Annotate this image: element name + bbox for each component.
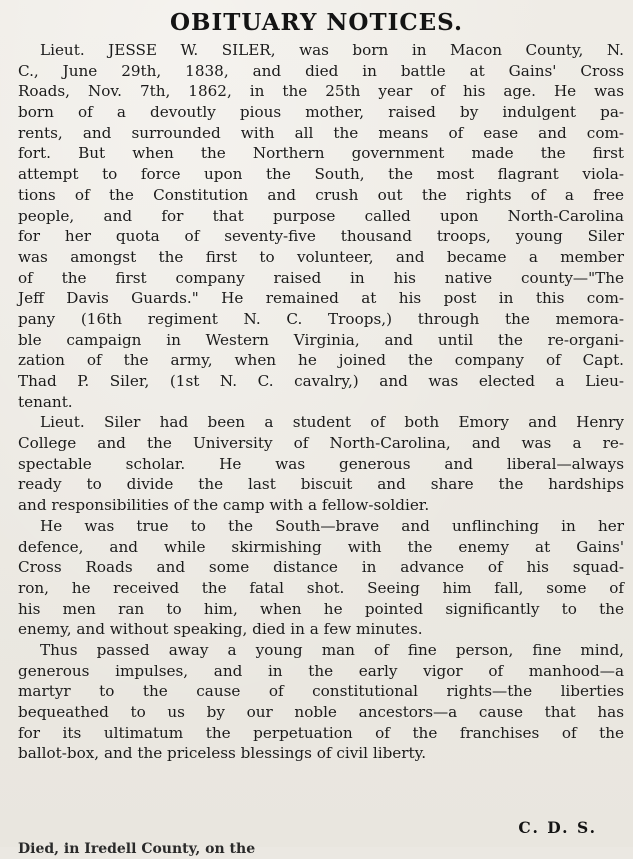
- text-line: Cross Roads and some distance in advance of his squad-: [18, 558, 624, 577]
- text-line: ready to divide the last biscuit and share the hardships: [18, 475, 624, 494]
- paragraph-3: [18, 516, 624, 640]
- text-line: spectable scholar. He was generous and liberal—always: [18, 454, 624, 473]
- text-line: generous impulses, and in the early vigor of manhood—a: [18, 661, 624, 680]
- text-line: rents, and surrounded with all the means of ease and com-: [18, 123, 624, 142]
- text-line: ble campaign in Western Virginia, and until the re-organi-: [18, 330, 624, 349]
- text-line: Thus passed away a young man of fine person, fine mind,: [40, 640, 624, 659]
- text-line: of the first company raised in his native county—"The: [18, 268, 624, 287]
- obituary-body: [18, 40, 624, 764]
- text-line: pany (16th regiment N. C. Troops,) through the memora-: [18, 309, 624, 328]
- text-line: attempt to force upon the South, the most flagrant viola-: [18, 165, 624, 184]
- text-line: was amongst the first to volunteer, and became a member: [18, 247, 624, 266]
- text-line: zation of the army, when he joined the company of Capt.: [18, 351, 624, 370]
- text-line: Roads, Nov. 7th, 1862, in the 25th year of his age. He was: [18, 82, 624, 101]
- text-line: martyr to the cause of constitutional rights—the liberties: [18, 682, 624, 701]
- text-line: fort. But when the Northern government made the first: [18, 144, 624, 163]
- text-line: tions of the Constitution and crush out the rights of a free: [18, 185, 624, 204]
- text-line: College and the University of North-Carolina, and was a re-: [18, 434, 624, 453]
- text-line: Thad P. Siler, (1st N. C. cavalry,) and was elected a Lieu-: [18, 372, 624, 390]
- text-line: He was true to the South—brave and unflinching in her: [40, 516, 624, 535]
- text-line: defence, and while skirmishing with the enemy at Gains': [18, 537, 624, 556]
- text-line: Lieut. Siler had been a student of both Emory and Henry: [40, 413, 624, 432]
- text-line: for its ultimatum the perpetuation of the franchises of the: [18, 723, 624, 742]
- text-line: and responsibilities of the camp with a fellow-soldier.: [18, 496, 430, 515]
- author-signature: C. D. S.: [518, 818, 597, 837]
- paragraph-2: [18, 412, 624, 515]
- paragraph-4: [18, 640, 624, 764]
- text-line: ballot-box, and the priceless blessings of civil liberty.: [18, 744, 427, 763]
- text-line: tenant.: [18, 392, 73, 411]
- text-line: born of a devoutly pious mother, raised by indulgent pa-: [18, 103, 624, 122]
- text-line: for her quota of seventy-five thousand troops, young Siler: [18, 227, 624, 246]
- text-line: bequeathed to us by our noble ancestors—a cause that has: [18, 703, 624, 721]
- paragraph-1: [18, 40, 624, 412]
- next-notice-fragment: Died, in Iredell County, on the: [18, 841, 256, 857]
- section-title: OBITUARY NOTICES.: [170, 9, 463, 36]
- text-line: C., June 29th, 1838, and died in battle at Gains' Cross: [18, 61, 624, 80]
- text-line: Jeff Davis Guards." He remained at his post in this com-: [18, 289, 624, 308]
- text-line: ron, he received the fatal shot. Seeing him fall, some of: [18, 578, 624, 597]
- text-line: people, and for that purpose called upon North-Carolina: [18, 206, 624, 225]
- text-line: enemy, and without speaking, died in a few minutes.: [18, 620, 423, 639]
- text-line: Lieut. JESSE W. SILER, was born in Macon County, N.: [40, 41, 624, 59]
- text-line: his men ran to him, when he pointed significantly to the: [18, 599, 624, 618]
